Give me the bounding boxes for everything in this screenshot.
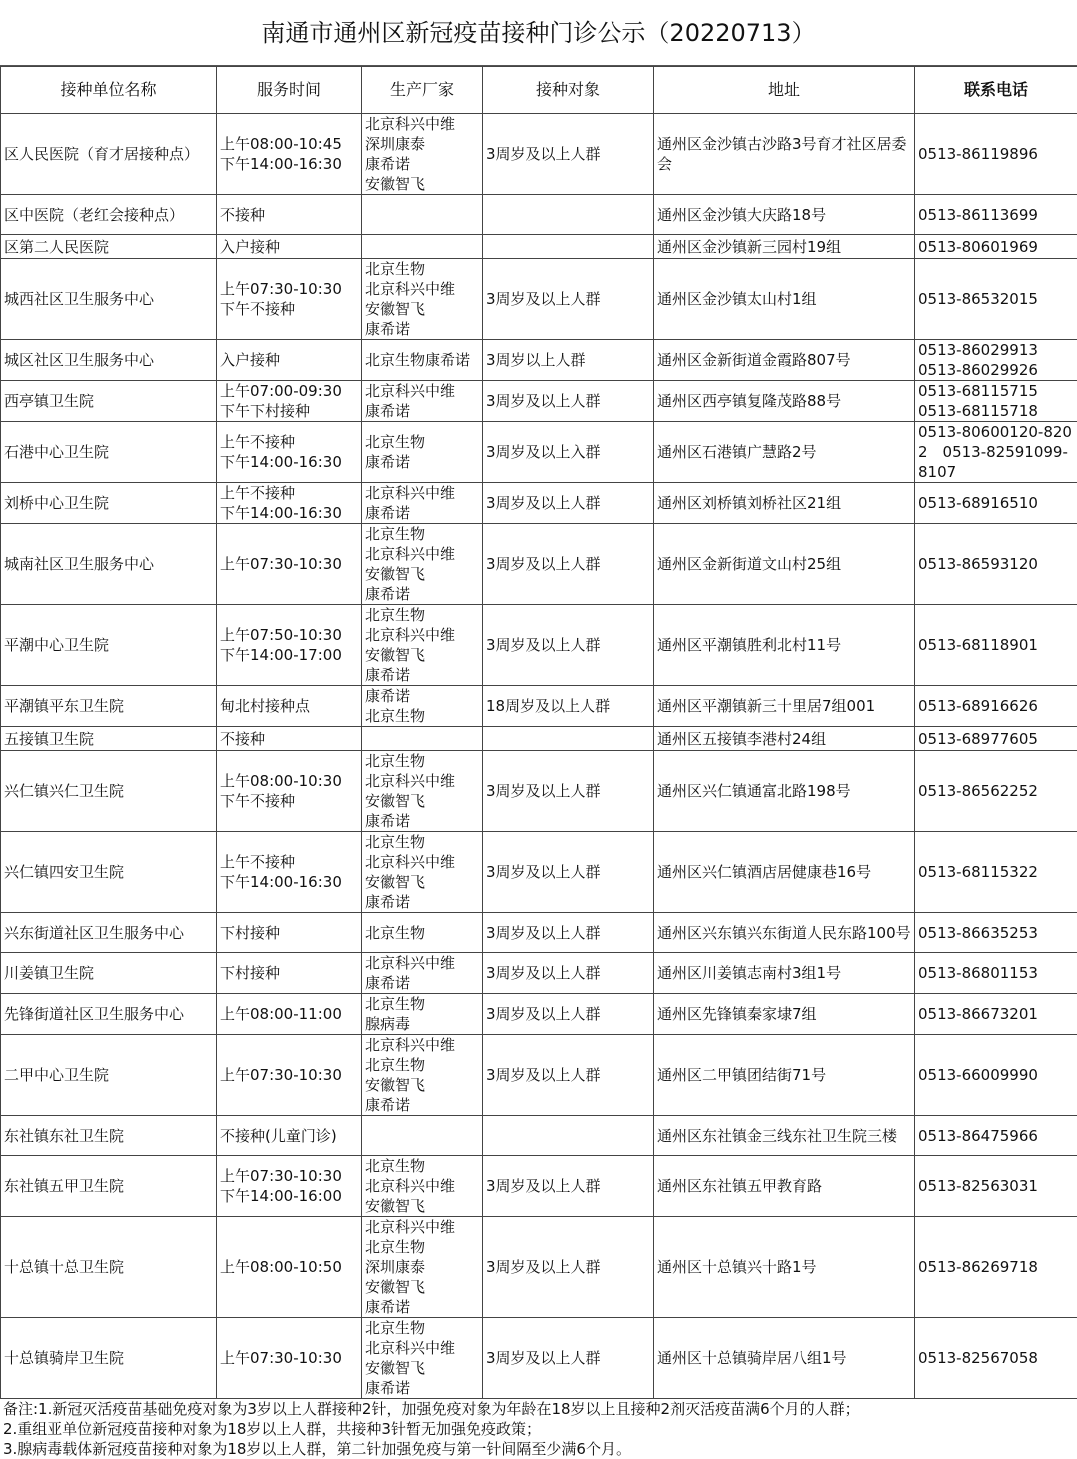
cell-address: 通州区金新街道金霞路807号 [654, 340, 915, 381]
cell-maker [362, 114, 483, 195]
cell-address: 通州区金沙镇大庆路18号 [654, 195, 915, 235]
line: 0513-86673201 [918, 1004, 1074, 1024]
cell-phone [915, 114, 1077, 195]
cell-maker [362, 994, 483, 1035]
line: 北京科兴中维 [365, 279, 479, 299]
cell-name: 平潮中心卫生院 [1, 605, 217, 686]
line: 入户接种 [220, 350, 358, 370]
line: 康希诺 [365, 1095, 479, 1115]
cell-target: 3周岁及以上人群 [483, 259, 654, 340]
line: 康希诺 [365, 811, 479, 831]
table-row [1, 381, 1077, 422]
cell-phone [915, 953, 1077, 994]
cell-phone [915, 422, 1077, 483]
line: 北京生物 [365, 432, 479, 452]
line: 不接种 [220, 205, 358, 225]
line: 上午不接种 [220, 432, 358, 452]
clinic-table [0, 66, 1077, 1399]
cell-maker [362, 605, 483, 686]
line: 0513-82563031 [918, 1176, 1074, 1196]
table-row [1, 1156, 1077, 1217]
header-phone: 联系电话 [915, 67, 1077, 114]
line: 康希诺 [365, 1297, 479, 1317]
line: 北京科兴中维 [365, 544, 479, 564]
cell-time [217, 1156, 362, 1217]
cell-time [217, 1035, 362, 1116]
table-row [1, 524, 1077, 605]
cell-target [483, 1116, 654, 1156]
line: 上午07:30-10:30 [220, 1348, 358, 1368]
line: 上午07:30-10:30 [220, 1166, 358, 1186]
cell-address: 通州区金新街道文山村25组 [654, 524, 915, 605]
cell-target: 3周岁及以上人群 [483, 381, 654, 422]
line: 北京生物 [365, 832, 479, 852]
line: 0513-68916626 [918, 696, 1074, 716]
line: 北京生物 [365, 1318, 479, 1338]
line: 北京科兴中维 [365, 483, 479, 503]
line: 北京科兴中维 [365, 771, 479, 791]
cell-target: 3周岁以上人群 [483, 340, 654, 381]
cell-target: 3周岁及以上人群 [483, 832, 654, 913]
line: 0513-86029926 [918, 360, 1074, 380]
table-row [1, 340, 1077, 381]
header-name: 接种单位名称 [1, 67, 217, 114]
cell-name: 东社镇五甲卫生院 [1, 1156, 217, 1217]
cell-time [217, 381, 362, 422]
cell-time [217, 524, 362, 605]
line: 0513-86801153 [918, 963, 1074, 983]
cell-address: 通州区东社镇金三线东社卫生院三楼 [654, 1116, 915, 1156]
cell-target: 3周岁及以上人群 [483, 953, 654, 994]
cell-maker [362, 422, 483, 483]
line: 0513-86532015 [918, 289, 1074, 309]
cell-time [217, 832, 362, 913]
table-row [1, 751, 1077, 832]
cell-phone [915, 605, 1077, 686]
cell-time [217, 686, 362, 727]
line: 腺病毒 [365, 1014, 479, 1034]
line: 上午不接种 [220, 483, 358, 503]
line: 安徽智飞 [365, 872, 479, 892]
cell-name: 先锋街道社区卫生服务中心 [1, 994, 217, 1035]
line: 不接种 [220, 729, 358, 749]
cell-name: 城区社区卫生服务中心 [1, 340, 217, 381]
line: 上午07:30-10:30 [220, 554, 358, 574]
line: 安徽智飞 [365, 1196, 479, 1216]
cell-maker [362, 483, 483, 524]
line: 0513-80600120-8202 0513-82591099-8107 [918, 422, 1074, 482]
cell-name: 区第二人民医院 [1, 235, 217, 259]
line: 上午07:00-09:30 [220, 381, 358, 401]
cell-address: 通州区十总镇骑岸居八组1号 [654, 1318, 915, 1399]
cell-target: 3周岁及以上人群 [483, 994, 654, 1035]
line: 北京生物 [365, 994, 479, 1014]
line: 康希诺 [365, 584, 479, 604]
header-time: 服务时间 [217, 67, 362, 114]
line: 上午07:30-10:30 [220, 1065, 358, 1085]
line: 0513-68115715 [918, 381, 1074, 401]
note-2: 2.重组亚单位新冠疫苗接种对象为18岁以上人群，共接种3针暂无加强免疫政策； [3, 1419, 1077, 1439]
cell-address: 通州区十总镇兴十路1号 [654, 1217, 915, 1318]
cell-maker [362, 340, 483, 381]
cell-maker [362, 832, 483, 913]
cell-maker [362, 1318, 483, 1399]
cell-name: 城南社区卫生服务中心 [1, 524, 217, 605]
header-target: 接种对象 [483, 67, 654, 114]
cell-phone [915, 195, 1077, 235]
page-title: 南通市通州区新冠疫苗接种门诊公示（20220713） [0, 0, 1077, 66]
cell-maker [362, 1035, 483, 1116]
line: 0513-66009990 [918, 1065, 1074, 1085]
line: 0513-68115322 [918, 862, 1074, 882]
cell-maker [362, 381, 483, 422]
cell-target [483, 727, 654, 751]
cell-time [217, 483, 362, 524]
line: 康希诺 [365, 503, 479, 523]
line: 安徽智飞 [365, 174, 479, 194]
cell-maker [362, 686, 483, 727]
cell-name: 兴东街道社区卫生服务中心 [1, 913, 217, 953]
line: 北京生物 [365, 706, 479, 726]
cell-address: 通州区川姜镇志南村3组1号 [654, 953, 915, 994]
table-row [1, 686, 1077, 727]
cell-maker [362, 235, 483, 259]
cell-maker [362, 953, 483, 994]
cell-target: 3周岁及以上人群 [483, 1156, 654, 1217]
header-address: 地址 [654, 67, 915, 114]
line: 安徽智飞 [365, 1358, 479, 1378]
line: 康希诺 [365, 1378, 479, 1398]
cell-address: 通州区金沙镇新三园村19组 [654, 235, 915, 259]
cell-phone [915, 524, 1077, 605]
line: 康希诺 [365, 154, 479, 174]
line: 北京科兴中维 [365, 953, 479, 973]
line: 上午08:00-10:30 [220, 771, 358, 791]
cell-maker [362, 751, 483, 832]
cell-maker [362, 524, 483, 605]
cell-maker [362, 1217, 483, 1318]
line: 0513-68916510 [918, 493, 1074, 513]
cell-name: 区人民医院（育才居接种点） [1, 114, 217, 195]
cell-address: 通州区先锋镇秦家埭7组 [654, 994, 915, 1035]
header-maker: 生产厂家 [362, 67, 483, 114]
table-row [1, 832, 1077, 913]
line: 下村接种 [220, 923, 358, 943]
cell-phone [915, 1116, 1077, 1156]
line: 北京生物康希诺 [365, 350, 479, 370]
line: 0513-86593120 [918, 554, 1074, 574]
line: 康希诺 [365, 665, 479, 685]
table-row [1, 195, 1077, 235]
cell-maker [362, 1116, 483, 1156]
cell-target [483, 195, 654, 235]
cell-name: 五接镇卫生院 [1, 727, 217, 751]
cell-target: 3周岁及以上入群 [483, 422, 654, 483]
line: 0513-86119896 [918, 144, 1074, 164]
cell-phone [915, 1318, 1077, 1399]
cell-maker [362, 1156, 483, 1217]
line: 0513-86269718 [918, 1257, 1074, 1277]
cell-name: 川姜镇卫生院 [1, 953, 217, 994]
line: 入户接种 [220, 237, 358, 257]
table-row [1, 727, 1077, 751]
line: 北京科兴中维 [365, 1338, 479, 1358]
cell-time [217, 114, 362, 195]
cell-time [217, 195, 362, 235]
line: 下午14:00-16:00 [220, 1186, 358, 1206]
cell-name: 区中医院（老红会接种点） [1, 195, 217, 235]
cell-address: 通州区平潮镇新三十里居7组001 [654, 686, 915, 727]
line: 不接种(儿童门诊) [220, 1126, 358, 1146]
line: 北京生物 [365, 923, 479, 943]
cell-phone [915, 913, 1077, 953]
table-row [1, 114, 1077, 195]
cell-name: 兴仁镇四安卫生院 [1, 832, 217, 913]
line: 深圳康泰 [365, 1257, 479, 1277]
cell-address: 通州区石港镇广慧路2号 [654, 422, 915, 483]
line: 下午下村接种 [220, 401, 358, 421]
line: 北京科兴中维 [365, 114, 479, 134]
cell-phone [915, 994, 1077, 1035]
cell-address: 通州区东社镇五甲教育路 [654, 1156, 915, 1217]
cell-time [217, 1116, 362, 1156]
cell-address: 通州区金沙镇太山村1组 [654, 259, 915, 340]
cell-phone [915, 1035, 1077, 1116]
cell-address: 通州区平潮镇胜利北村11号 [654, 605, 915, 686]
line: 北京科兴中维 [365, 1176, 479, 1196]
cell-address: 通州区五接镇李港村24组 [654, 727, 915, 751]
cell-address: 通州区兴东镇兴东街道人民东路100号 [654, 913, 915, 953]
line: 上午不接种 [220, 852, 358, 872]
line: 下午14:00-17:00 [220, 645, 358, 665]
table-row [1, 483, 1077, 524]
cell-phone [915, 686, 1077, 727]
line: 下午14:00-16:30 [220, 154, 358, 174]
cell-maker [362, 259, 483, 340]
line: 康希诺 [365, 401, 479, 421]
line: 北京科兴中维 [365, 1217, 479, 1237]
line: 安徽智飞 [365, 791, 479, 811]
cell-target [483, 235, 654, 259]
header-row [1, 67, 1077, 114]
cell-target: 3周岁及以上人群 [483, 605, 654, 686]
note-3: 3.腺病毒载体新冠疫苗接种对象为18岁以上人群，第二针加强免疫与第一针间隔至少满6个月。 [3, 1439, 1077, 1459]
table-row [1, 605, 1077, 686]
line: 北京生物 [365, 259, 479, 279]
line: 北京生物 [365, 605, 479, 625]
cell-maker [362, 195, 483, 235]
table-row [1, 913, 1077, 953]
cell-address: 通州区二甲镇团结街71号 [654, 1035, 915, 1116]
line: 0513-86635253 [918, 923, 1074, 943]
cell-time [217, 259, 362, 340]
cell-target: 3周岁及以上人群 [483, 1035, 654, 1116]
line: 安徽智飞 [365, 1277, 479, 1297]
table-row [1, 994, 1077, 1035]
line: 康希诺 [365, 973, 479, 993]
line: 北京科兴中维 [365, 625, 479, 645]
cell-time [217, 605, 362, 686]
cell-phone [915, 259, 1077, 340]
line: 0513-68115718 [918, 401, 1074, 421]
cell-name: 二甲中心卫生院 [1, 1035, 217, 1116]
cell-phone [915, 832, 1077, 913]
cell-time [217, 235, 362, 259]
table-row [1, 259, 1077, 340]
cell-time [217, 1318, 362, 1399]
line: 0513-86562252 [918, 781, 1074, 801]
line: 北京科兴中维 [365, 1035, 479, 1055]
line: 上午08:00-10:45 [220, 134, 358, 154]
cell-time [217, 953, 362, 994]
line: 0513-86029913 [918, 340, 1074, 360]
cell-phone [915, 483, 1077, 524]
cell-phone [915, 1156, 1077, 1217]
line: 康希诺 [365, 319, 479, 339]
table-row [1, 1318, 1077, 1399]
cell-target: 3周岁及以上人群 [483, 1217, 654, 1318]
line: 深圳康泰 [365, 134, 479, 154]
line: 北京生物 [365, 1237, 479, 1257]
cell-name: 东社镇东社卫生院 [1, 1116, 217, 1156]
cell-time [217, 913, 362, 953]
line: 下午不接种 [220, 791, 358, 811]
cell-maker [362, 727, 483, 751]
line: 北京生物 [365, 524, 479, 544]
line: 北京生物 [365, 1055, 479, 1075]
cell-phone [915, 751, 1077, 832]
cell-phone [915, 381, 1077, 422]
table-row [1, 1217, 1077, 1318]
cell-time [217, 994, 362, 1035]
line: 上午08:00-10:50 [220, 1257, 358, 1277]
cell-name: 兴仁镇兴仁卫生院 [1, 751, 217, 832]
line: 甸北村接种点 [220, 696, 358, 716]
cell-target: 3周岁及以上人群 [483, 751, 654, 832]
note-1: 备注:1.新冠灭活疫苗基础免疫对象为3岁以上人群接种2针，加强免疫对象为年龄在18岁以上且接种2剂灭活疫苗满6个月的人群； [3, 1399, 1077, 1419]
line: 康希诺 [365, 892, 479, 912]
line: 北京科兴中维 [365, 381, 479, 401]
cell-name: 西亭镇卫生院 [1, 381, 217, 422]
notes [0, 1399, 1077, 1459]
cell-phone [915, 235, 1077, 259]
line: 0513-86475966 [918, 1126, 1074, 1146]
cell-name: 平潮镇平东卫生院 [1, 686, 217, 727]
cell-phone [915, 340, 1077, 381]
line: 北京生物 [365, 751, 479, 771]
cell-target: 3周岁及以上人群 [483, 483, 654, 524]
cell-address: 通州区兴仁镇通富北路198号 [654, 751, 915, 832]
line: 上午08:00-11:00 [220, 1004, 358, 1024]
cell-phone [915, 727, 1077, 751]
line: 0513-68118901 [918, 635, 1074, 655]
cell-target: 3周岁及以上人群 [483, 1318, 654, 1399]
table-row [1, 1116, 1077, 1156]
line: 下午14:00-16:30 [220, 872, 358, 892]
line: 0513-86113699 [918, 205, 1074, 225]
line: 北京生物 [365, 1156, 479, 1176]
cell-target: 18周岁及以上人群 [483, 686, 654, 727]
cell-target: 3周岁及以上人群 [483, 114, 654, 195]
line: 下村接种 [220, 963, 358, 983]
table-row [1, 422, 1077, 483]
line: 康希诺 [365, 452, 479, 472]
cell-maker [362, 913, 483, 953]
line: 下午14:00-16:30 [220, 452, 358, 472]
cell-target: 3周岁及以上人群 [483, 524, 654, 605]
cell-time [217, 751, 362, 832]
line: 上午07:50-10:30 [220, 625, 358, 645]
cell-name: 城西社区卫生服务中心 [1, 259, 217, 340]
cell-address: 通州区兴仁镇酒店居健康巷16号 [654, 832, 915, 913]
line: 0513-82567058 [918, 1348, 1074, 1368]
cell-name: 十总镇骑岸卫生院 [1, 1318, 217, 1399]
line: 康希诺 [365, 686, 479, 706]
line: 安徽智飞 [365, 1075, 479, 1095]
cell-target: 3周岁及以上人群 [483, 913, 654, 953]
cell-name: 刘桥中心卫生院 [1, 483, 217, 524]
line: 安徽智飞 [365, 645, 479, 665]
line: 下午不接种 [220, 299, 358, 319]
line: 0513-80601969 [918, 237, 1074, 257]
table-row [1, 953, 1077, 994]
cell-name: 石港中心卫生院 [1, 422, 217, 483]
cell-address: 通州区金沙镇古沙路3号育才社区居委会 [654, 114, 915, 195]
line: 上午07:30-10:30 [220, 279, 358, 299]
line: 北京科兴中维 [365, 852, 479, 872]
cell-time [217, 727, 362, 751]
cell-name: 十总镇十总卫生院 [1, 1217, 217, 1318]
line: 0513-68977605 [918, 729, 1074, 749]
cell-time [217, 340, 362, 381]
line: 安徽智飞 [365, 564, 479, 584]
table-row [1, 235, 1077, 259]
cell-time [217, 1217, 362, 1318]
line: 下午14:00-16:30 [220, 503, 358, 523]
cell-address: 通州区刘桥镇刘桥社区21组 [654, 483, 915, 524]
cell-phone [915, 1217, 1077, 1318]
line: 安徽智飞 [365, 299, 479, 319]
cell-time [217, 422, 362, 483]
table-row [1, 1035, 1077, 1116]
cell-address: 通州区西亭镇复隆茂路88号 [654, 381, 915, 422]
